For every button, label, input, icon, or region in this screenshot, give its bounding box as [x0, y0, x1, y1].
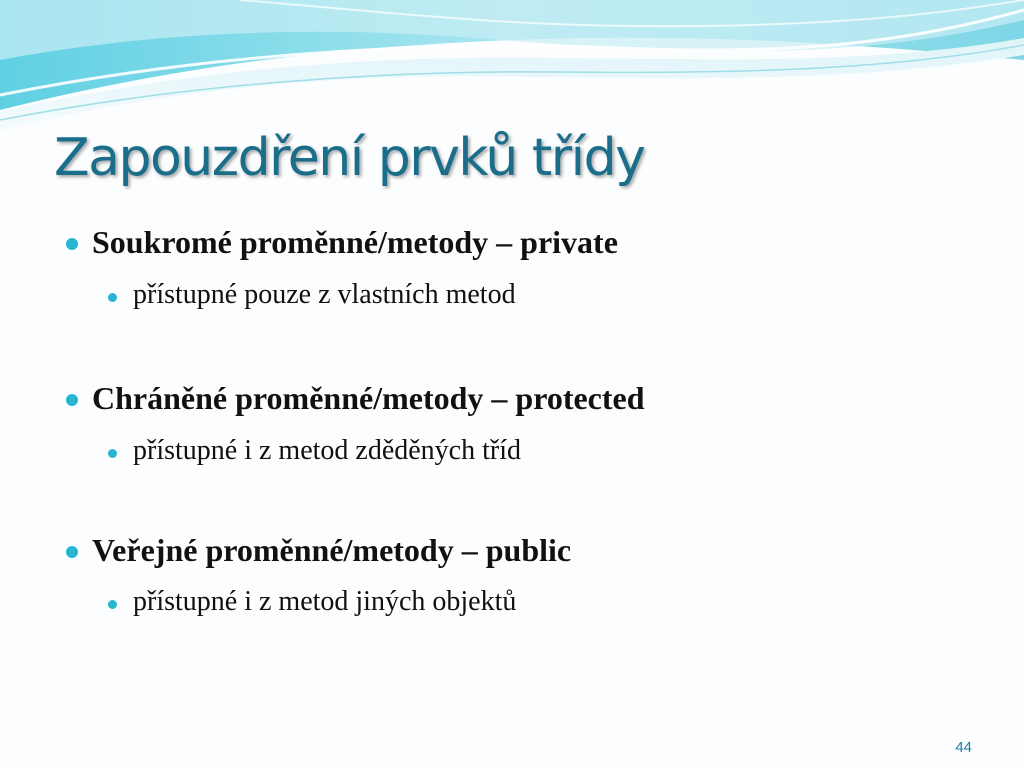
page-number: 44	[955, 739, 972, 756]
bullet-dot-icon	[66, 238, 78, 250]
sub-bullet-label: přístupné i z metod zděděných tříd	[133, 435, 521, 466]
bullet-label: Chráněné proměnné/metody – protected	[92, 380, 645, 416]
bullet-dot-icon	[66, 394, 78, 406]
header-wave-decoration	[0, 0, 1024, 140]
sub-bullet-public	[108, 586, 516, 618]
sub-bullet-private	[108, 279, 516, 311]
sub-bullet-protected	[108, 435, 521, 467]
bullet-private	[66, 224, 618, 261]
bullet-dot-icon	[66, 546, 78, 558]
bullet-label: Veřejné proměnné/metody – public	[92, 532, 572, 568]
sub-bullet-label: přístupné i z metod jiných objektů	[133, 586, 517, 617]
bullet-protected	[66, 380, 645, 417]
bullet-public	[66, 532, 571, 569]
sub-bullet-dot-icon	[108, 600, 117, 609]
slide-title: Zapouzdření prvků třídy	[54, 128, 645, 188]
sub-bullet-dot-icon	[108, 449, 117, 458]
sub-bullet-dot-icon	[108, 293, 117, 302]
bullet-label: Soukromé proměnné/metody – private	[92, 224, 618, 260]
sub-bullet-label: přístupné pouze z vlastních metod	[133, 279, 516, 310]
